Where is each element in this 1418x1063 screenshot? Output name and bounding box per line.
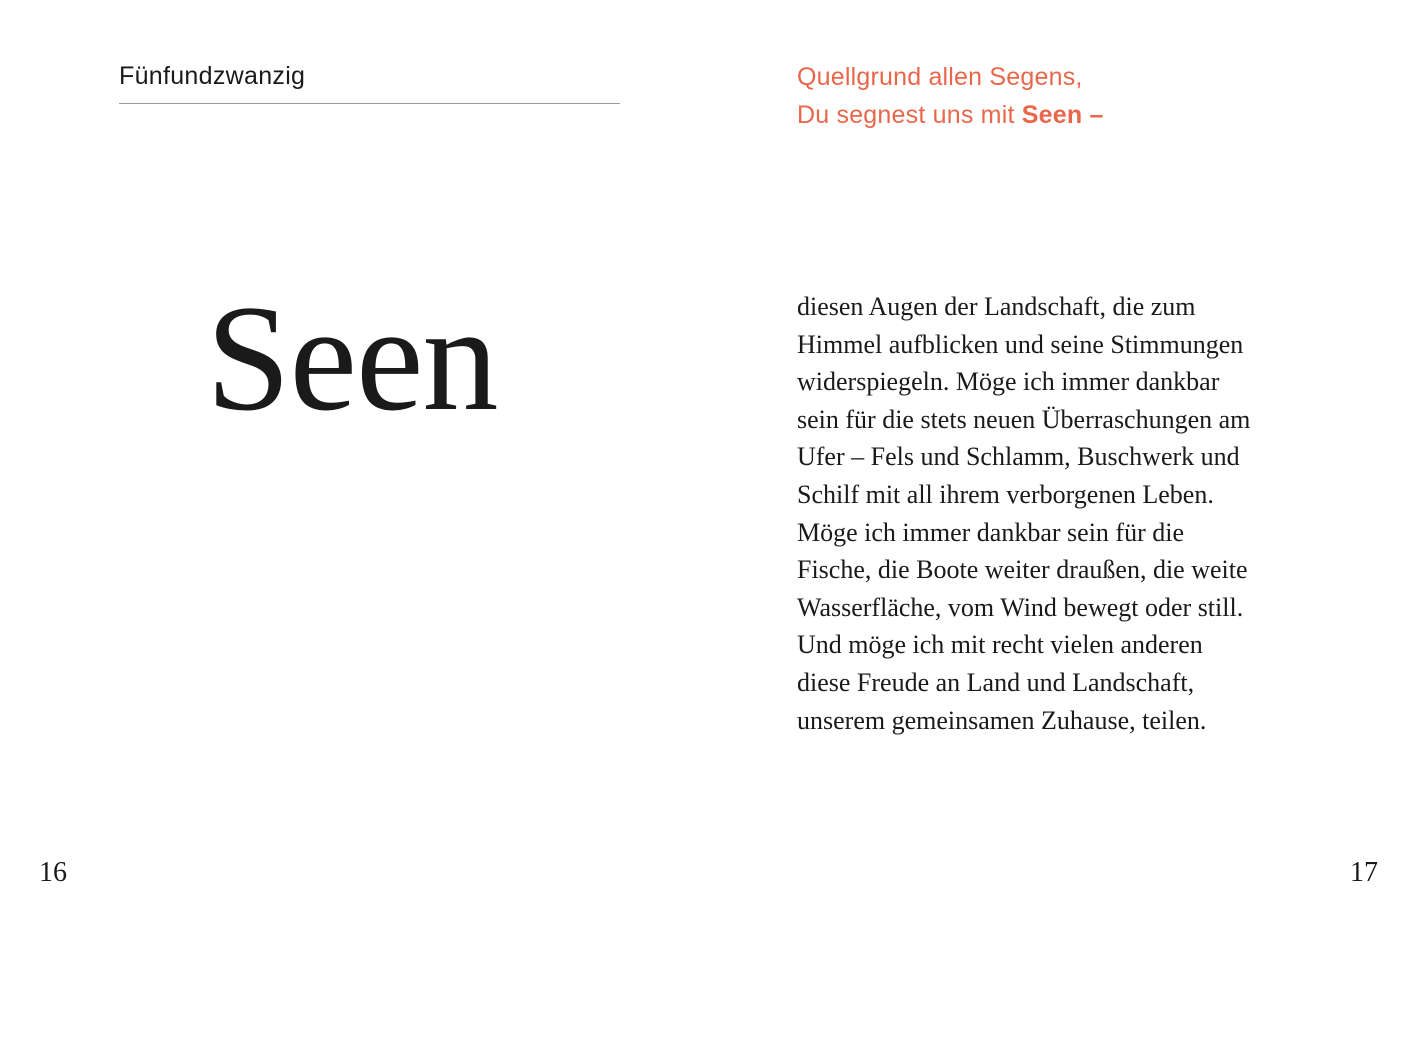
body-line: widerspiegeln. Möge ich immer dankbar <box>797 367 1220 397</box>
body-line: Wasserfläche, vom Wind bewegt oder still. <box>797 592 1244 622</box>
chapter-label: Fünfundzwanzig <box>119 62 306 90</box>
body-line: Himmel aufblicken und seine Stimmungen <box>797 329 1244 359</box>
body-text <box>797 288 1317 739</box>
blessing-emphasis: Seen – <box>1021 101 1104 129</box>
page-number-left: 16 <box>39 857 67 888</box>
right-page <box>709 0 1418 1063</box>
body-line: Möge ich immer dankbar sein für die <box>797 517 1184 547</box>
blessing-heading <box>797 58 1104 134</box>
body-line: sein für die stets neuen Überraschungen am <box>797 404 1251 434</box>
body-line: diese Freude an Land und Landschaft, <box>797 667 1195 697</box>
blessing-line-1: Quellgrund allen Segens, <box>797 63 1083 91</box>
body-line: diesen Augen der Landschaft, die zum <box>797 292 1196 321</box>
body-line: Fische, die Boote weiter draußen, die weite <box>797 555 1248 585</box>
page-title: Seen <box>206 274 498 442</box>
body-line: Schilf mit all ihrem verborgenen Leben. <box>797 479 1214 509</box>
chapter-divider <box>119 103 620 104</box>
body-line: unserem gemeinsamen Zuhause, teilen. <box>797 705 1207 735</box>
body-line: Ufer – Fels und Schlamm, Buschwerk und <box>797 442 1240 472</box>
body-line: Und möge ich mit recht vielen anderen <box>797 630 1203 660</box>
page-number-right: 17 <box>1350 857 1378 888</box>
blessing-line-2-prefix: Du segnest uns mit <box>797 101 1022 129</box>
